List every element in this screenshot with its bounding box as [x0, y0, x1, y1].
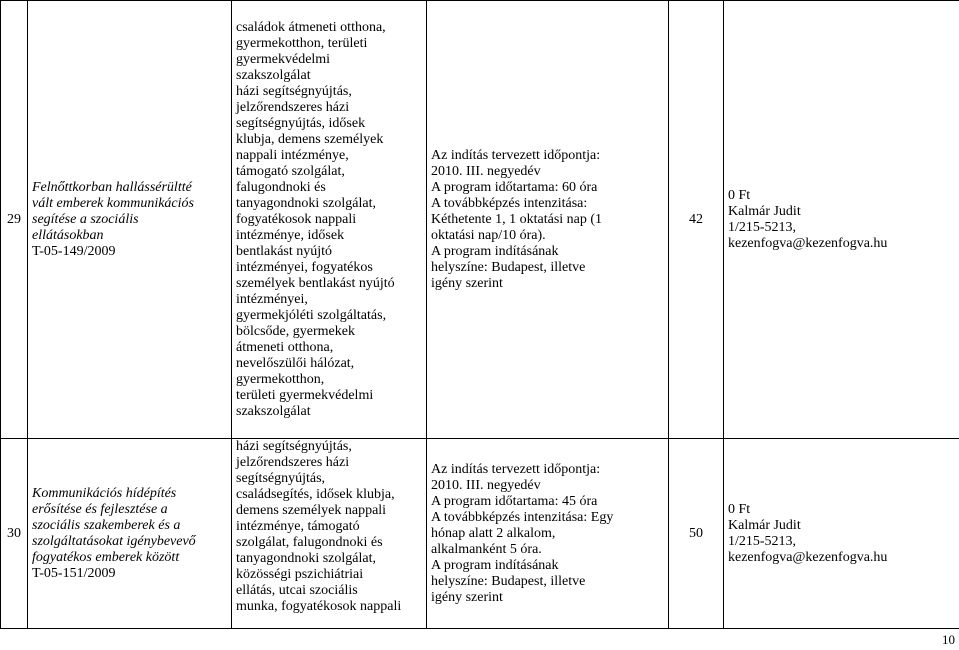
- contact-cell: [724, 439, 959, 629]
- detail-line: 2010. III. negyedév: [431, 163, 541, 179]
- course-title-line: fogyatékos emberek között: [32, 549, 180, 565]
- detail-line: A továbbképzés intenzitása:: [431, 195, 588, 211]
- target-line: személyek bentlakást nyújtó: [236, 275, 395, 291]
- target-line: segítségnyújtás,: [236, 471, 326, 486]
- table-row-30: [1, 439, 959, 629]
- detail-line: helyszíne: Budapest, illetve: [431, 573, 586, 589]
- contact-phone: 1/215-5213,: [728, 533, 797, 549]
- target-institutions-cell: [232, 439, 427, 629]
- detail-line: Kéthetente 1, 1 oktatási nap (1: [431, 211, 603, 227]
- target-line: ellátás, utcai szociális: [236, 583, 358, 598]
- target-line: nevelőszülői hálózat,: [236, 355, 355, 371]
- target-line: családsegítés, idősek klubja,: [236, 487, 395, 502]
- target-line: szakszolgálat: [236, 403, 311, 419]
- contact-phone: 1/215-5213,: [728, 219, 797, 235]
- target-line: tanyagondnoki szolgálat,: [236, 195, 376, 211]
- detail-line: A program időtartama: 45 óra: [431, 493, 598, 509]
- course-title-cell: [28, 439, 232, 629]
- course-title-line: erősítése és fejlesztése a: [32, 501, 168, 517]
- course-title-line: vált emberek kommunikációs: [32, 195, 194, 211]
- target-line: jelzőrendszeres házi: [236, 455, 350, 470]
- target-line: családok átmeneti otthona,: [236, 19, 386, 35]
- course-title-cell: [28, 1, 232, 439]
- target-line: tanyagondnoki szolgálat,: [236, 551, 376, 566]
- detail-line: alkalmanként 5 óra.: [431, 541, 542, 557]
- target-line: intézményei,: [236, 291, 308, 307]
- row-number: 29: [1, 1, 28, 439]
- detail-line: A program indításának: [431, 557, 559, 573]
- target-line: házi segítségnyújtás,: [236, 439, 352, 454]
- detail-line: A továbbképzés intenzitása: Egy: [431, 509, 614, 525]
- target-line: gyermekotthon,: [236, 371, 325, 387]
- target-line: bentlakást nyújtó: [236, 243, 333, 259]
- target-line: területi gyermekvédelmi: [236, 387, 374, 403]
- course-code: T-05-151/2009: [32, 565, 116, 581]
- detail-line: Az indítás tervezett időpontja:: [431, 461, 601, 477]
- target-line: gyermekvédelmi: [236, 51, 331, 67]
- target-line: segítségnyújtás, idősek: [236, 115, 366, 131]
- target-line: átmeneti otthona,: [236, 339, 334, 355]
- detail-line: A program időtartama: 60 óra: [431, 179, 598, 195]
- fee-text: 0 Ft: [728, 187, 751, 203]
- course-code: T-05-149/2009: [32, 243, 116, 259]
- fee-text: 0 Ft: [728, 501, 751, 517]
- course-title-line: szociális szakemberek és a: [32, 517, 181, 533]
- detail-line: helyszíne: Budapest, illetve: [431, 259, 586, 275]
- target-line: intézményei, fogyatékos: [236, 259, 373, 275]
- target-line: klubja, demens személyek: [236, 131, 384, 147]
- detail-line: igény szerint: [431, 275, 503, 291]
- contact-email: kezenfogva@kezenfogva.hu: [728, 549, 888, 565]
- course-title-line: segítése a szociális: [32, 211, 139, 227]
- hours-count: 42: [669, 1, 724, 439]
- contact-cell: [724, 1, 959, 439]
- detail-line: Az indítás tervezett időpontja:: [431, 147, 601, 163]
- course-title-line: Kommunikációs hídépítés: [32, 485, 177, 501]
- target-line: fogyatékosok nappali: [236, 211, 357, 227]
- target-line: házi segítségnyújtás,: [236, 83, 352, 99]
- contact-name: Kalmár Judit: [728, 203, 801, 219]
- contact-name: Kalmár Judit: [728, 517, 801, 533]
- course-title-line: Felnőttkorban hallássérültté: [32, 179, 192, 195]
- target-line: nappali intézménye,: [236, 147, 349, 163]
- program-details-cell: [427, 439, 669, 629]
- table-row-29: [1, 1, 959, 439]
- target-line: munka, fogyatékosok nappali: [236, 599, 402, 614]
- contact-email: kezenfogva@kezenfogva.hu: [728, 235, 888, 251]
- target-line: szakszolgálat: [236, 67, 311, 83]
- detail-line: hónap alatt 2 alkalom,: [431, 525, 556, 541]
- target-line: intézménye, idősek: [236, 227, 345, 243]
- course-title-line: szolgáltatásokat igénybevevő: [32, 533, 196, 549]
- target-line: gyermekotthon, területi: [236, 35, 368, 51]
- course-title-line: ellátásokban: [32, 227, 104, 243]
- detail-line: oktatási nap/10 óra).: [431, 227, 546, 243]
- target-line: bölcsőde, gyermekek: [236, 323, 355, 339]
- page-number: 10: [942, 632, 955, 647]
- target-line: intézménye, támogató: [236, 519, 360, 534]
- program-details-cell: [427, 1, 669, 439]
- target-line: jelzőrendszeres házi: [236, 99, 350, 115]
- target-line: szolgálat, falugondnoki és: [236, 535, 383, 550]
- detail-line: igény szerint: [431, 589, 503, 605]
- hours-count: 50: [669, 439, 724, 629]
- row-number: 30: [1, 439, 28, 629]
- target-line: demens személyek nappali: [236, 503, 387, 518]
- target-line: falugondnoki és: [236, 179, 326, 195]
- detail-line: 2010. III. negyedév: [431, 477, 541, 493]
- detail-line: A program indításának: [431, 243, 559, 259]
- target-line: támogató szolgálat,: [236, 163, 345, 179]
- target-line: gyermekjóléti szolgáltatás,: [236, 307, 387, 323]
- target-institutions-cell: [232, 1, 427, 439]
- target-line: közösségi pszichiátriai: [236, 567, 364, 582]
